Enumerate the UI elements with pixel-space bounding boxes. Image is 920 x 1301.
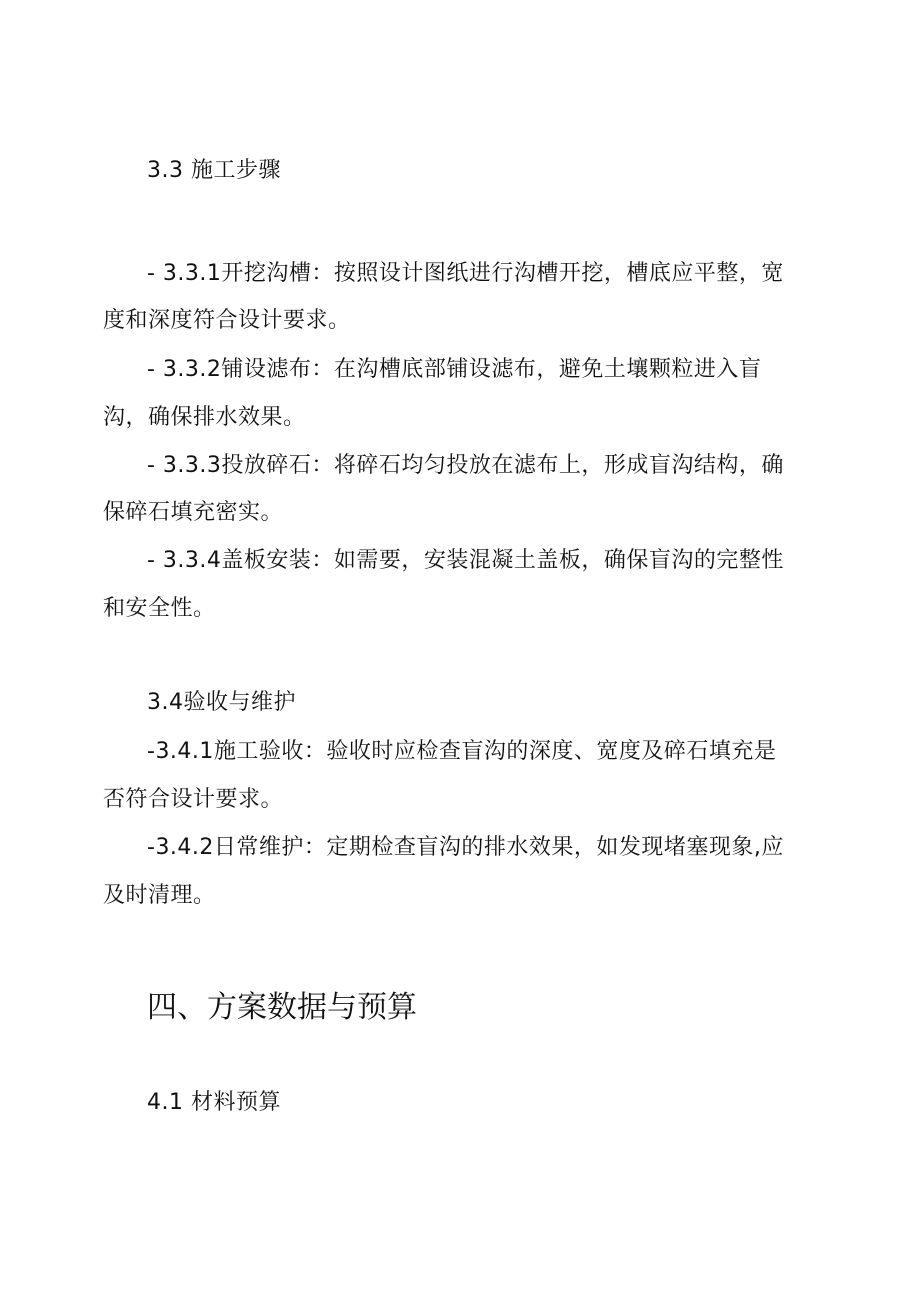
list-item-line: 度和深度符合设计要求。 [103, 308, 351, 333]
list-item-line: 及时清理。 [103, 883, 216, 908]
list-item-line: 否符合设计要求。 [103, 787, 284, 812]
section-heading-3-4: 3.4验收与维护 [147, 690, 296, 715]
list-item-line: - 3.3.1开挖沟槽：按照设计图纸进行沟槽开挖，槽底应平整，宽 [147, 261, 784, 286]
list-item-line: 沟，确保排水效果。 [103, 405, 306, 430]
list-item-line: 和安全性。 [103, 596, 216, 621]
list-item-line: -3.4.2日常维护：定期检查盲沟的排水效果，如发现堵塞现象,应 [147, 835, 784, 860]
list-item-line: -3.4.1施工验收：验收时应检查盲沟的深度、宽度及碎石填充是 [147, 739, 777, 764]
section-heading-4-1: 4.1 材料预算 [147, 1090, 281, 1115]
list-item-line: 保碎石填充密实。 [103, 500, 284, 525]
list-item-line: - 3.3.4盖板安装：如需要，安装混凝土盖板，确保盲沟的完整性 [147, 548, 784, 573]
list-item-line: - 3.3.3投放碎石：将碎石均匀投放在滤布上，形成盲沟结构，确 [147, 453, 784, 478]
chapter-title: 四、方案数据与预算 [147, 990, 417, 1025]
list-item-line: - 3.3.2铺设滤布：在沟槽底部铺设滤布，避免土壤颗粒进入盲 [147, 357, 762, 382]
section-heading-3-3: 3.3 施工步骤 [147, 158, 281, 183]
